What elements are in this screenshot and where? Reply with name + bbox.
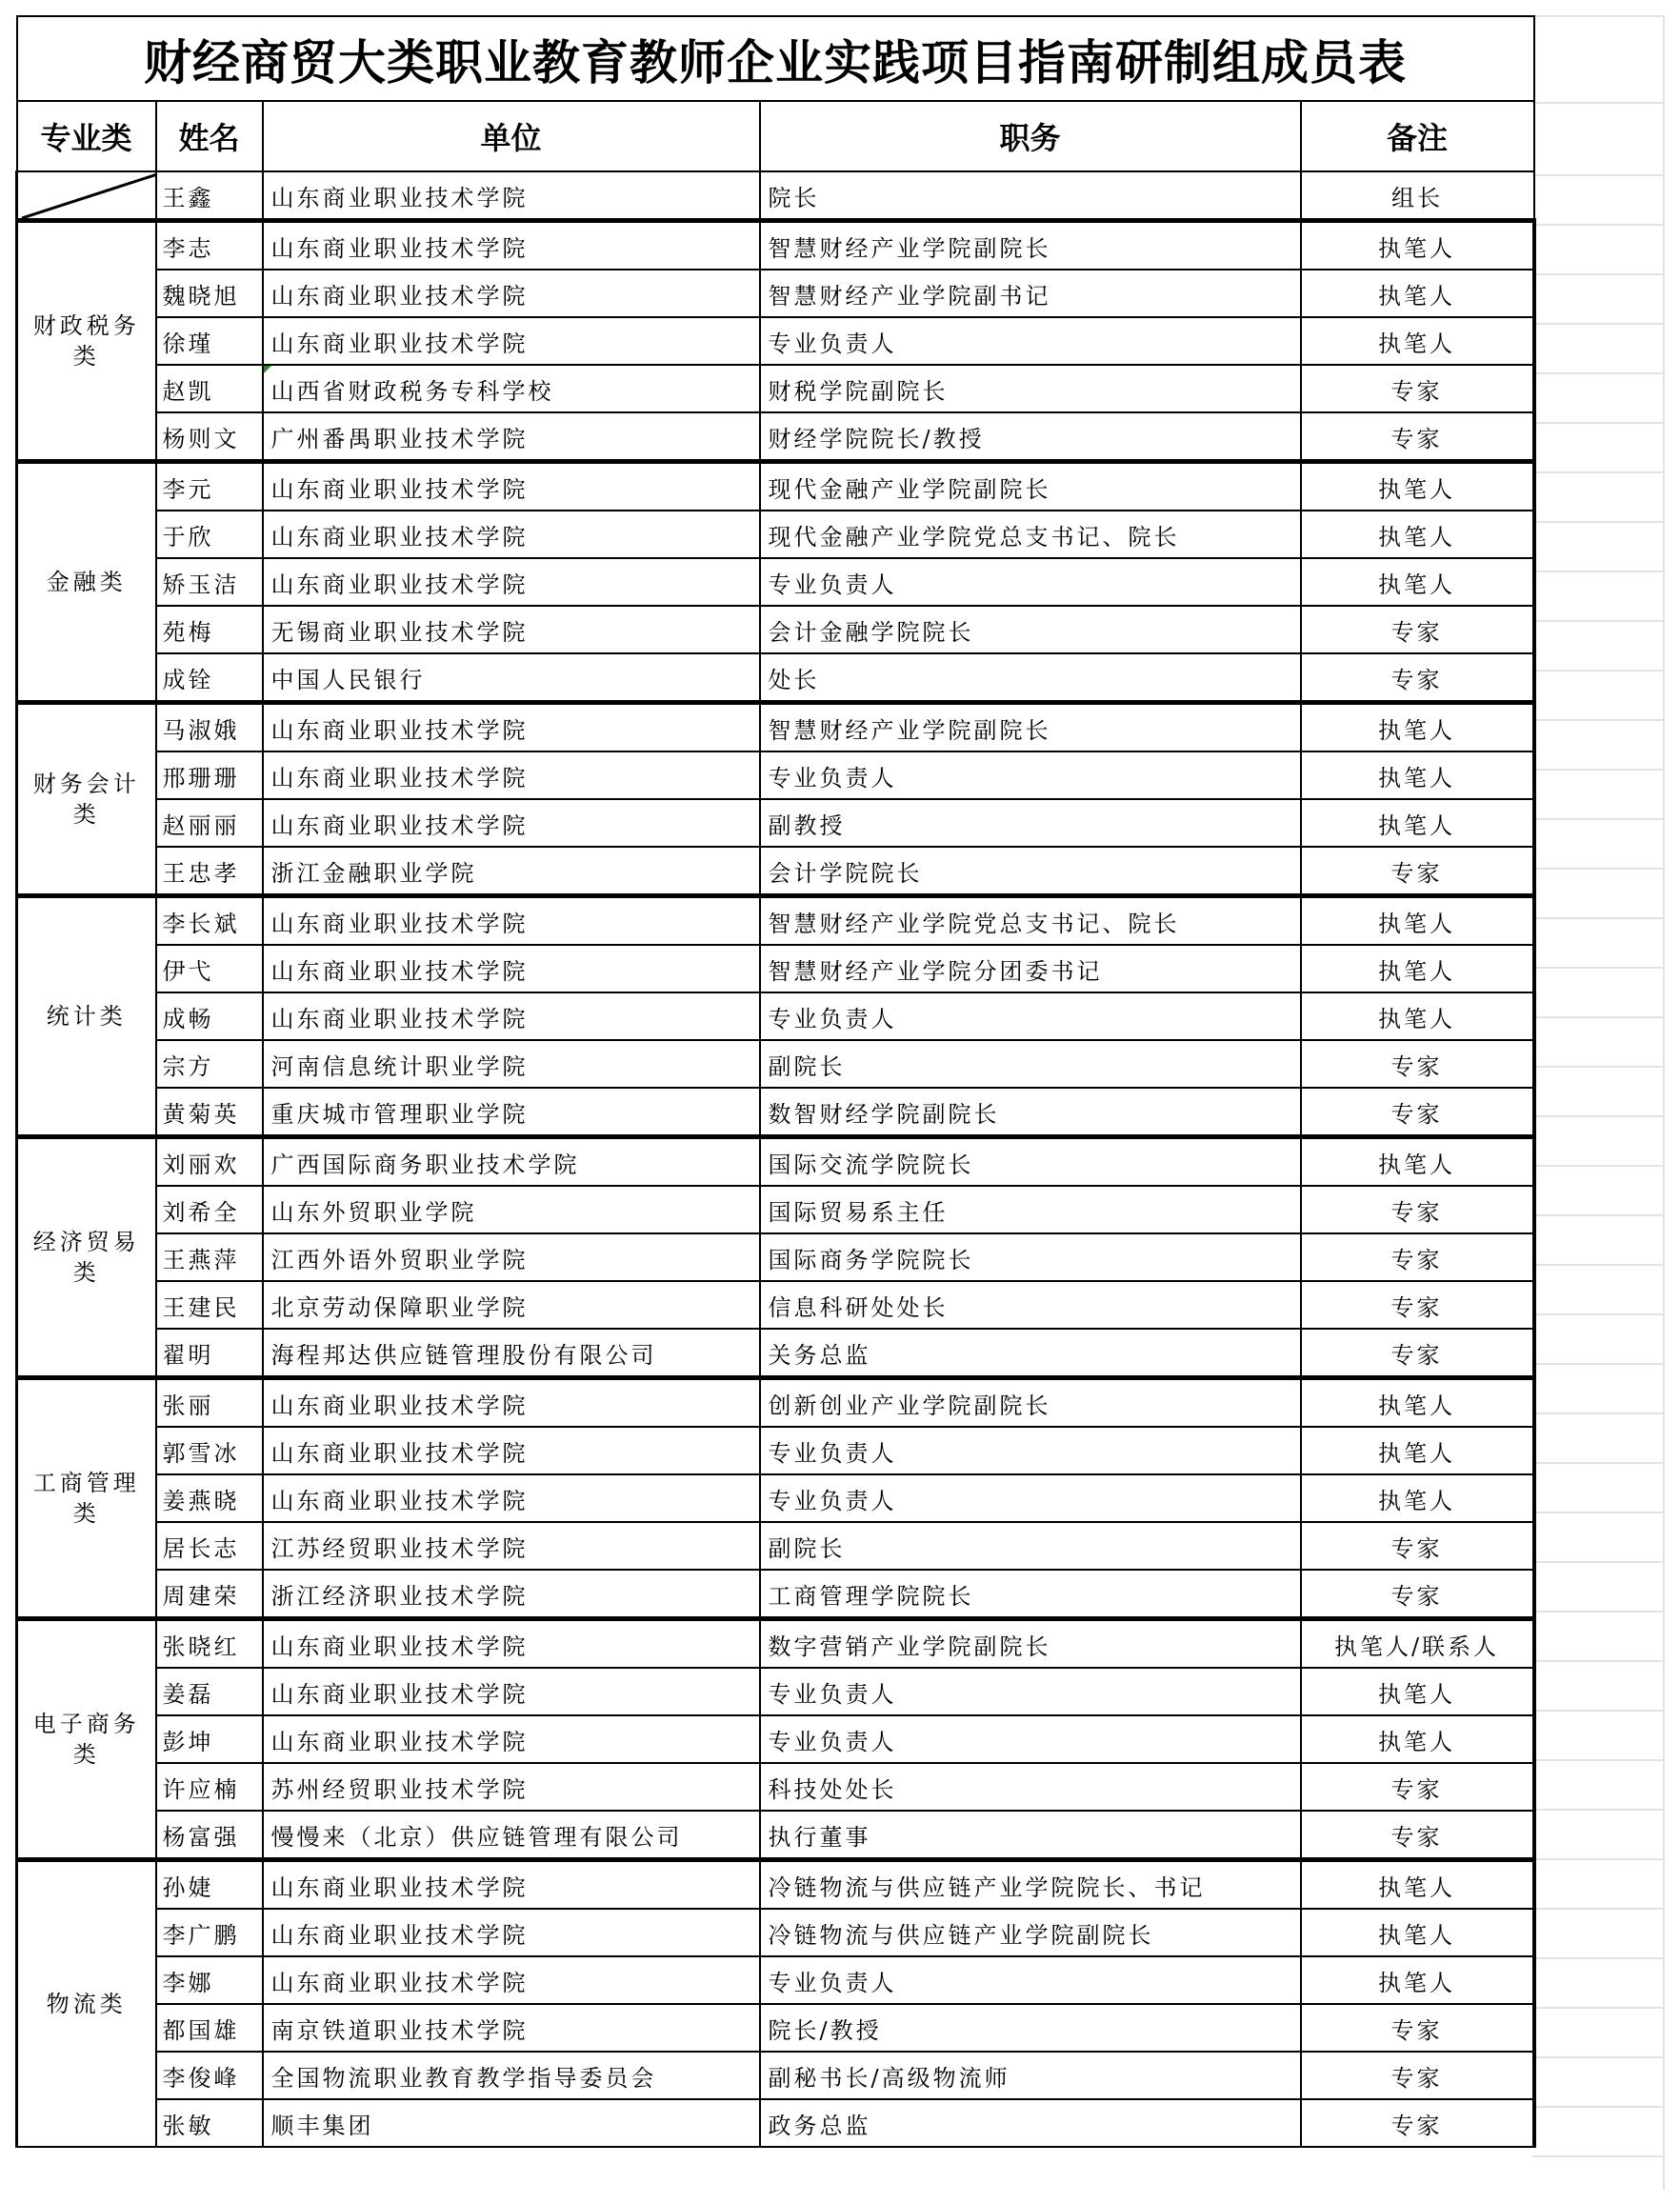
member-unit[interactable]: 广州番禺职业技术学院	[263, 412, 760, 462]
member-position[interactable]: 副院长	[760, 1040, 1301, 1088]
table-row	[17, 896, 1534, 946]
member-unit[interactable]: 江西外语外贸职业学院	[263, 1233, 760, 1281]
member-note[interactable]: 专家	[1301, 1281, 1534, 1329]
table-row	[17, 1474, 1534, 1522]
member-position[interactable]: 创新创业产业学院副院长	[760, 1378, 1301, 1428]
gridline	[1532, 2056, 1665, 2058]
member-name[interactable]: 居长志	[156, 1522, 263, 1570]
member-unit[interactable]: 山东商业职业技术学院	[263, 511, 760, 558]
member-note[interactable]: 专家	[1301, 606, 1534, 653]
member-position[interactable]: 院长/教授	[760, 2004, 1301, 2052]
table-body	[17, 171, 1534, 2147]
gridline	[1532, 1660, 1665, 1662]
gridline	[1532, 620, 1665, 622]
member-name[interactable]: 李俊峰	[156, 2052, 263, 2099]
table-row	[17, 270, 1534, 317]
gridline	[1532, 372, 1665, 374]
member-position[interactable]: 信息科研处处长	[760, 1281, 1301, 1329]
member-note[interactable]: 执笔人	[1301, 896, 1534, 946]
table-row	[17, 462, 1534, 511]
member-table	[15, 15, 1536, 2148]
category-label-line: 类	[72, 1741, 100, 1768]
diagonal-line-icon	[18, 172, 156, 218]
gridline	[1532, 174, 1665, 176]
member-position[interactable]: 专业负责人	[760, 558, 1301, 606]
table-title[interactable]: 财经商贸大类职业教育教师企业实践项目指南研制组成员表	[17, 16, 1534, 101]
member-name[interactable]: 矫玉洁	[156, 558, 263, 606]
member-unit[interactable]: 山东商业职业技术学院	[263, 703, 760, 752]
member-note[interactable]: 执笔人	[1301, 799, 1534, 847]
table-row	[17, 703, 1534, 752]
category-label-line: 类	[72, 343, 100, 370]
leader-note[interactable]: 组长	[1301, 171, 1534, 221]
member-name[interactable]: 苑梅	[156, 606, 263, 653]
member-name[interactable]: 张晓红	[156, 1619, 263, 1669]
gridline	[1532, 1858, 1665, 1860]
member-unit[interactable]: 河南信息统计职业学院	[263, 1040, 760, 1088]
table-row	[17, 606, 1534, 653]
category-label-line: 工商管理	[32, 1470, 140, 1496]
member-unit[interactable]: 南京铁道职业技术学院	[263, 2004, 760, 2052]
member-position[interactable]: 智慧财经产业学院分团委书记	[760, 945, 1301, 992]
member-position[interactable]: 副院长	[760, 1522, 1301, 1570]
member-name[interactable]: 李长斌	[156, 896, 263, 946]
member-note[interactable]: 专家	[1301, 847, 1534, 896]
table-row	[17, 1860, 1534, 1910]
member-name[interactable]: 郭雪冰	[156, 1427, 263, 1474]
table-row	[17, 1715, 1534, 1763]
member-position[interactable]: 执行董事	[760, 1811, 1301, 1860]
category-label-line: 财政税务	[32, 312, 140, 339]
member-note[interactable]: 执笔人/联系人	[1301, 1619, 1534, 1669]
member-name[interactable]: 翟明	[156, 1329, 263, 1378]
member-unit[interactable]: 山东商业职业技术学院	[263, 1715, 760, 1763]
gridline	[1532, 2106, 1665, 2108]
member-note[interactable]: 专家	[1301, 1522, 1534, 1570]
member-position[interactable]: 政务总监	[760, 2099, 1301, 2147]
gridline	[1532, 1957, 1665, 1959]
member-note[interactable]: 专家	[1301, 2004, 1534, 2052]
empty-grid-column[interactable]	[1532, 15, 1665, 2190]
gridline	[1532, 1363, 1665, 1365]
table-row	[17, 1088, 1534, 1137]
member-unit-text: 山西省财政税务专科学校	[270, 377, 554, 405]
category-label-line: 类	[72, 1259, 100, 1286]
table-row	[17, 2004, 1534, 2052]
gridline	[1532, 102, 1665, 104]
member-name[interactable]: 杨则文	[156, 412, 263, 462]
member-unit[interactable]: 山东商业职业技术学院	[263, 1427, 760, 1474]
table-row	[17, 412, 1534, 462]
member-unit[interactable]: 山东商业职业技术学院	[263, 751, 760, 799]
member-unit[interactable]: 顺丰集团	[263, 2099, 760, 2147]
gridline	[1532, 818, 1665, 820]
table-row	[17, 992, 1534, 1040]
gridline	[1532, 1115, 1665, 1117]
table-row	[17, 221, 1534, 270]
member-unit[interactable]: 山东商业职业技术学院	[263, 1619, 760, 1669]
member-note[interactable]: 专家	[1301, 1186, 1534, 1233]
member-name[interactable]: 彭坤	[156, 1715, 263, 1763]
member-unit[interactable]: 山东商业职业技术学院	[263, 1474, 760, 1522]
member-name[interactable]: 魏晓旭	[156, 270, 263, 317]
member-note[interactable]: 执笔人	[1301, 1860, 1534, 1910]
table-row	[17, 1378, 1534, 1428]
leader-row	[17, 171, 1534, 221]
member-note[interactable]: 执笔人	[1301, 511, 1534, 558]
member-unit[interactable]: 江苏经贸职业技术学院	[263, 1522, 760, 1570]
member-position[interactable]: 国际商务学院院长	[760, 1233, 1301, 1281]
member-position[interactable]: 智慧财经产业学院副书记	[760, 270, 1301, 317]
member-unit[interactable]: 无锡商业职业技术学院	[263, 606, 760, 653]
member-position[interactable]: 会计学院院长	[760, 847, 1301, 896]
member-position[interactable]: 现代金融产业学院副院长	[760, 462, 1301, 511]
table-row	[17, 847, 1534, 896]
member-note[interactable]: 专家	[1301, 412, 1534, 462]
gridline	[1532, 1710, 1665, 1712]
category-cell[interactable]	[17, 1619, 156, 1860]
member-note[interactable]: 执笔人	[1301, 992, 1534, 1040]
table-row	[17, 317, 1534, 365]
table-row	[17, 2052, 1534, 2099]
member-position[interactable]: 智慧财经产业学院副院长	[760, 221, 1301, 270]
category-cell[interactable]	[17, 1137, 156, 1378]
member-note[interactable]: 执笔人	[1301, 1474, 1534, 1522]
member-unit[interactable]: 重庆城市管理职业学院	[263, 1088, 760, 1137]
table-row	[17, 1427, 1534, 1474]
table-row	[17, 511, 1534, 558]
member-position[interactable]: 国际交流学院院长	[760, 1137, 1301, 1187]
table-row	[17, 1040, 1534, 1088]
member-position[interactable]: 财税学院副院长	[760, 365, 1301, 412]
gridline	[1532, 1214, 1665, 1216]
gridline	[1532, 273, 1665, 275]
member-position[interactable]: 现代金融产业学院党总支书记、院长	[760, 511, 1301, 558]
category-cell[interactable]: 统计类	[17, 896, 156, 1137]
member-position[interactable]: 专业负责人	[760, 1715, 1301, 1763]
member-position[interactable]: 专业负责人	[760, 992, 1301, 1040]
gridline	[1532, 224, 1665, 226]
member-name[interactable]: 周建荣	[156, 1570, 263, 1619]
header-note[interactable]: 备注	[1301, 101, 1534, 171]
comment-indicator-icon[interactable]	[264, 366, 271, 373]
table-row	[17, 945, 1534, 992]
member-unit[interactable]: 广西国际商务职业技术学院	[263, 1137, 760, 1187]
member-name[interactable]: 李元	[156, 462, 263, 511]
member-unit[interactable]: 山东商业职业技术学院	[263, 317, 760, 365]
table-row	[17, 558, 1534, 606]
member-position[interactable]: 智慧财经产业学院党总支书记、院长	[760, 896, 1301, 946]
leader-unit[interactable]: 山东商业职业技术学院	[263, 171, 760, 221]
member-unit[interactable]	[263, 365, 760, 412]
member-note[interactable]: 专家	[1301, 1811, 1534, 1860]
gridline	[1532, 1462, 1665, 1464]
header-name[interactable]: 姓名	[156, 101, 263, 171]
member-note[interactable]: 专家	[1301, 2099, 1534, 2147]
gridline	[1532, 1611, 1665, 1613]
gridline	[1532, 571, 1665, 572]
member-unit[interactable]: 海程邦达供应链管理股份有限公司	[263, 1329, 760, 1378]
member-note[interactable]: 专家	[1301, 1088, 1534, 1137]
member-position[interactable]: 冷链物流与供应链产业学院院长、书记	[760, 1860, 1301, 1910]
member-name[interactable]: 邢珊珊	[156, 751, 263, 799]
member-note[interactable]: 执笔人	[1301, 270, 1534, 317]
gridline	[1532, 1759, 1665, 1761]
member-note[interactable]: 执笔人	[1301, 1668, 1534, 1715]
member-unit[interactable]: 山东商业职业技术学院	[263, 221, 760, 270]
gridline	[1532, 719, 1665, 721]
member-position[interactable]: 数智财经学院副院长	[760, 1088, 1301, 1137]
table-row	[17, 1763, 1534, 1811]
member-position[interactable]: 会计金融学院院长	[760, 606, 1301, 653]
table-row	[17, 1619, 1534, 1669]
member-unit[interactable]: 山东商业职业技术学院	[263, 945, 760, 992]
member-name[interactable]: 许应楠	[156, 1763, 263, 1811]
gridline	[1532, 471, 1665, 473]
category-cell[interactable]: 金融类	[17, 462, 156, 703]
gridline	[1532, 1809, 1665, 1811]
member-name[interactable]: 王燕萍	[156, 1233, 263, 1281]
member-name[interactable]: 李广鹏	[156, 1909, 263, 1956]
table-row	[17, 653, 1534, 703]
header-category[interactable]: 专业类	[17, 101, 156, 171]
table-row	[17, 2099, 1534, 2147]
member-unit[interactable]: 浙江金融职业学院	[263, 847, 760, 896]
member-name[interactable]: 赵丽丽	[156, 799, 263, 847]
member-note[interactable]: 专家	[1301, 365, 1534, 412]
member-unit[interactable]: 山东商业职业技术学院	[263, 896, 760, 946]
member-unit[interactable]: 山东商业职业技术学院	[263, 1956, 760, 2004]
gridline	[1532, 769, 1665, 771]
gridline	[1532, 1313, 1665, 1315]
member-position[interactable]: 智慧财经产业学院副院长	[760, 703, 1301, 752]
member-position[interactable]: 专业负责人	[760, 1474, 1301, 1522]
member-name[interactable]: 杨富强	[156, 1811, 263, 1860]
member-unit[interactable]: 浙江经济职业技术学院	[263, 1570, 760, 1619]
table-row	[17, 1956, 1534, 2004]
member-unit[interactable]: 苏州经贸职业技术学院	[263, 1763, 760, 1811]
member-name[interactable]: 刘希全	[156, 1186, 263, 1233]
member-name[interactable]: 王忠孝	[156, 847, 263, 896]
member-position[interactable]: 专业负责人	[760, 1956, 1301, 2004]
member-name[interactable]: 宗方	[156, 1040, 263, 1088]
member-name[interactable]: 成畅	[156, 992, 263, 1040]
member-name[interactable]: 李志	[156, 221, 263, 270]
category-label-line: 类	[72, 801, 100, 828]
member-note[interactable]: 执笔人	[1301, 558, 1534, 606]
category-label-line: 电子商务	[32, 1711, 140, 1737]
table-row	[17, 1668, 1534, 1715]
gridline	[1532, 1016, 1665, 1018]
member-name[interactable]: 王建民	[156, 1281, 263, 1329]
member-unit[interactable]: 慢慢来（北京）供应链管理有限公司	[263, 1811, 760, 1860]
member-name[interactable]: 赵凯	[156, 365, 263, 412]
member-note[interactable]: 专家	[1301, 653, 1534, 703]
category-label-line: 财务会计	[32, 771, 140, 797]
member-unit[interactable]: 山东外贸职业学院	[263, 1186, 760, 1233]
member-note[interactable]: 执笔人	[1301, 1715, 1534, 1763]
member-note[interactable]: 执笔人	[1301, 703, 1534, 752]
member-unit[interactable]: 山东商业职业技术学院	[263, 1909, 760, 1956]
member-position[interactable]: 关务总监	[760, 1329, 1301, 1378]
category-cell[interactable]: 物流类	[17, 1860, 156, 2148]
member-position[interactable]: 冷链物流与供应链产业学院副院长	[760, 1909, 1301, 1956]
header-row	[17, 101, 1534, 171]
member-name[interactable]: 黄菊英	[156, 1088, 263, 1137]
member-position[interactable]: 处长	[760, 653, 1301, 703]
member-note[interactable]: 执笔人	[1301, 1427, 1534, 1474]
table-row	[17, 1281, 1534, 1329]
member-name[interactable]: 徐瑾	[156, 317, 263, 365]
member-note[interactable]: 执笔人	[1301, 945, 1534, 992]
gridline	[1532, 1264, 1665, 1266]
member-position[interactable]: 副秘书长/高级物流师	[760, 2052, 1301, 2099]
category-cell[interactable]	[17, 221, 156, 462]
member-name[interactable]: 李娜	[156, 1956, 263, 2004]
member-name[interactable]: 成铨	[156, 653, 263, 703]
member-name[interactable]: 都国雄	[156, 2004, 263, 2052]
member-position[interactable]: 专业负责人	[760, 1427, 1301, 1474]
header-position[interactable]: 职务	[760, 101, 1301, 171]
member-unit[interactable]: 山东商业职业技术学院	[263, 1860, 760, 1910]
table-row	[17, 365, 1534, 412]
member-note[interactable]: 专家	[1301, 1329, 1534, 1378]
gridline	[1532, 1066, 1665, 1068]
member-unit[interactable]: 山东商业职业技术学院	[263, 558, 760, 606]
gridline	[1532, 1413, 1665, 1414]
table-row	[17, 1233, 1534, 1281]
member-position[interactable]: 科技处处长	[760, 1763, 1301, 1811]
gridline	[1532, 2155, 1665, 2157]
gridline	[1532, 15, 1665, 17]
member-name[interactable]: 马淑娥	[156, 703, 263, 752]
table-row	[17, 751, 1534, 799]
gridline	[1532, 521, 1665, 523]
member-unit[interactable]: 山东商业职业技术学院	[263, 1668, 760, 1715]
gridline	[1532, 2007, 1665, 2009]
member-position[interactable]: 财经学院院长/教授	[760, 412, 1301, 462]
table-row	[17, 1329, 1534, 1378]
member-position[interactable]: 专业负责人	[760, 1668, 1301, 1715]
table-row	[17, 1909, 1534, 1956]
member-name[interactable]: 张丽	[156, 1378, 263, 1428]
member-unit[interactable]: 山东商业职业技术学院	[263, 799, 760, 847]
gridline	[1532, 323, 1665, 325]
member-position[interactable]: 专业负责人	[760, 317, 1301, 365]
member-note[interactable]: 执笔人	[1301, 317, 1534, 365]
member-note[interactable]: 专家	[1301, 1570, 1534, 1619]
member-name[interactable]: 于欣	[156, 511, 263, 558]
table-row	[17, 1137, 1534, 1187]
member-position[interactable]: 数字营销产业学院副院长	[760, 1619, 1301, 1669]
diagonal-blank-cell[interactable]	[17, 171, 156, 221]
member-note[interactable]: 执笔人	[1301, 1378, 1534, 1428]
member-note[interactable]: 执笔人	[1301, 462, 1534, 511]
table-row	[17, 1811, 1534, 1860]
member-name[interactable]: 伊弋	[156, 945, 263, 992]
gridline	[1532, 1561, 1665, 1563]
leader-position[interactable]: 院长	[760, 171, 1301, 221]
gridline	[1532, 917, 1665, 919]
gridline	[1532, 967, 1665, 969]
member-unit[interactable]: 北京劳动保障职业学院	[263, 1281, 760, 1329]
member-note[interactable]: 执笔人	[1301, 1956, 1534, 2004]
gridline	[1532, 1165, 1665, 1167]
gridline	[1532, 422, 1665, 424]
table-row	[17, 1570, 1534, 1619]
member-position[interactable]: 副教授	[760, 799, 1301, 847]
leader-name[interactable]: 王鑫	[156, 171, 263, 221]
gridline	[1532, 1908, 1665, 1910]
member-table-container	[15, 15, 1532, 2148]
member-position[interactable]: 工商管理学院院长	[760, 1570, 1301, 1619]
category-label-line: 类	[72, 1500, 100, 1527]
member-name[interactable]: 姜磊	[156, 1668, 263, 1715]
member-note[interactable]: 执笔人	[1301, 751, 1534, 799]
member-note[interactable]: 执笔人	[1301, 1137, 1534, 1187]
member-name[interactable]: 孙婕	[156, 1860, 263, 1910]
category-cell[interactable]	[17, 1378, 156, 1619]
gridline	[1532, 670, 1665, 671]
member-position[interactable]: 国际贸易系主任	[760, 1186, 1301, 1233]
table-row	[17, 1522, 1534, 1570]
header-unit[interactable]: 单位	[263, 101, 760, 171]
member-note[interactable]: 专家	[1301, 1233, 1534, 1281]
member-unit[interactable]: 山东商业职业技术学院	[263, 1378, 760, 1428]
member-name[interactable]: 姜燕晓	[156, 1474, 263, 1522]
member-unit[interactable]: 全国物流职业教育教学指导委员会	[263, 2052, 760, 2099]
member-position[interactable]: 专业负责人	[760, 751, 1301, 799]
member-name[interactable]: 张敏	[156, 2099, 263, 2147]
member-unit[interactable]: 山东商业职业技术学院	[263, 462, 760, 511]
table-row	[17, 799, 1534, 847]
member-note[interactable]: 专家	[1301, 1040, 1534, 1088]
member-unit[interactable]: 山东商业职业技术学院	[263, 992, 760, 1040]
gridline	[1532, 868, 1665, 870]
gridline	[1532, 1512, 1665, 1513]
member-note[interactable]: 专家	[1301, 1763, 1534, 1811]
member-note[interactable]: 执笔人	[1301, 221, 1534, 270]
member-unit[interactable]: 山东商业职业技术学院	[263, 270, 760, 317]
category-cell[interactable]	[17, 703, 156, 896]
member-unit[interactable]: 中国人民银行	[263, 653, 760, 703]
category-label-line: 经济贸易	[32, 1229, 140, 1255]
table-row	[17, 1186, 1534, 1233]
member-note[interactable]: 执笔人	[1301, 1909, 1534, 1956]
member-name[interactable]: 刘丽欢	[156, 1137, 263, 1187]
member-note[interactable]: 专家	[1301, 2052, 1534, 2099]
